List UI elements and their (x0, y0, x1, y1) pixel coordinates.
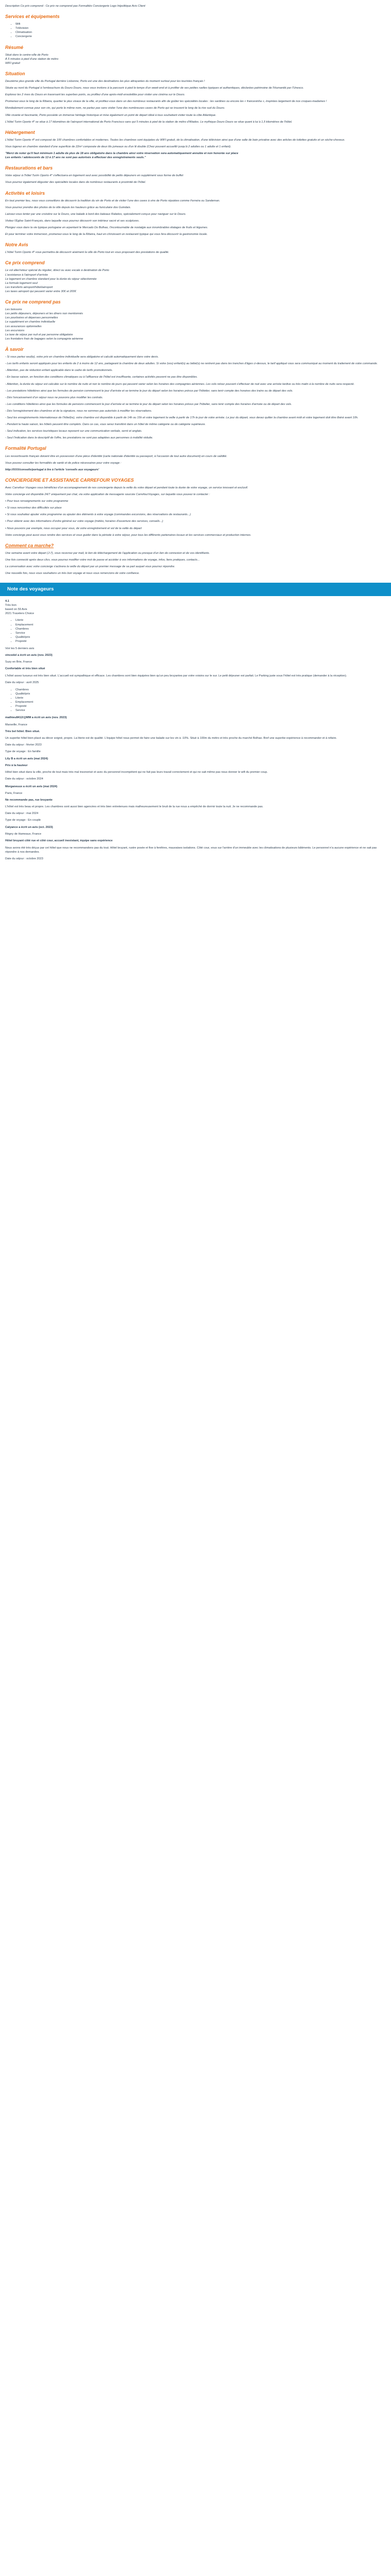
list-item: • Emplacement (15, 623, 386, 627)
conciergerie-paragraph: • Nous pouvons par exemple, nous occuper pour vous, de votre enregistrement et vol de la veille du départ (5, 527, 142, 530)
review-location: Paris, France (5, 791, 23, 795)
restauration-paragraph: Votre séjour à l'hôtel Turim Oporto 4* s'effectuera en logement seul avec possibilité de petits déjeuners en supplément sous forme de buffet (5, 174, 184, 178)
list-item: • Emplacement (15, 700, 386, 704)
review-author: mathieu8412/@MM a écrit un avis (nov. 2023) (5, 716, 67, 720)
review-text: Nous avons été très déçus par cet hôtel que nous ne recommandons pas du tout. Hôtel bruyant, rustre posée et fixe à fenêtres, mauvaises isolations. Côté cour, vous sur l'arrière d'un immeuble avec les climatisations de plusieurs bâtiments. Le personnel n'a aucune expérience et ne sait pas répondre à nos demandes. (5, 846, 377, 854)
list-item: La taxe de séjour par nuit et par personne obligatoire (5, 333, 73, 336)
reviews-source[interactable]: Voir les 5 derniers avis (5, 647, 35, 651)
conciergerie-paragraph: • Pour obtenir avec des informations d'ordre général sur votre voyage (météo, horaires d'ouverture des services, conseils...) (5, 520, 163, 523)
list-item: La formule logement seul (5, 281, 38, 285)
reviews-header: Note des voyageurs (0, 583, 391, 596)
list-item: • Service (15, 631, 386, 635)
list-item: Le vol aller/retour spécial du régulier, direct ou avec escale à destination de Porto (5, 269, 109, 273)
activites-paragraph: Laissez-vous tenter par une croisière sur le Douro, une balade à bord des bateaux Rabelos, spécialement conçus pour naviguer sur le Douro. (5, 212, 186, 216)
savoir-paragraph: - Attention, pas de réduction enfant applicable dans le cadre de tarifs promotionnels. (5, 369, 113, 372)
list-item: • Climatisation (15, 30, 386, 35)
review-location: Règny de Hameaux, France (5, 833, 41, 836)
savoir-paragraph: - Dès l'enregistrement des chambres et de la signature, nous ne sommes pas autorisés à modifier les réservations. (5, 409, 152, 413)
list-item: Les petits déjeuners, déjeuners et les diners non mentionnés (5, 312, 83, 316)
comment-heading: Comment ça marche? (5, 543, 54, 548)
activites-paragraph: Visitez l'Église Saint-François, dans laquelle vous pourrez découvrir son intérieur sacré et ses sculptures. (5, 219, 140, 223)
review-item (5, 653, 386, 685)
list-item: Les pourboires et dépenses personnelles (5, 316, 58, 320)
situation-paragraph: Explorez les 2 rives du Douro en traversant les superbes ponts, ou profitez d'une après-midi ensoleillée pour visiter une cinéma sur le Douro. (5, 93, 185, 97)
list-item: Les frontaliers frais de bagages selon la compagnie aérienne (5, 337, 84, 341)
services-list (5, 22, 386, 39)
situation-heading: Situation (5, 71, 25, 76)
activites-paragraph: Vous pourrez prendre des photos de la ville depuis les hauteurs grâce au funiculaire dos Guindais. (5, 206, 131, 209)
situation-paragraph: Deuxième plus grande ville du Portugal derrière Lisbonne, Porto est une des destinations les plus attrayantes du moment surtout pour les touristes français ! (5, 80, 205, 83)
list-item: • Literie (15, 696, 386, 700)
list-item: • Qualité/prix (15, 692, 386, 696)
hebergement-notice (5, 151, 386, 160)
page-content (0, 0, 391, 869)
situation-paragraph: Promenez-vous le long de la Ribeira, quartier le plus vivace de la ville, et profitez-vous dans un des nombreux restaurants afin de goûter les spécialités locales : les sardines ou encore les « francesinha », inspirées largement de nos croques-madames ! (5, 100, 327, 104)
review-type: Type de voyage : En couple (5, 819, 41, 822)
conciergerie-paragraph: Avec Carrefour Voyages vous bénéficiez d'un accompagnement de nos conciergerie depuis la veille du votre départ et pendant toute la durée de votre voyage, un service innovant et exclusif. (5, 486, 248, 489)
prix-comprend-list (5, 268, 386, 294)
notre-avis-paragraph: L'hôtel Turim Oporto 4* vous permettra de découvrir aisément la ville de Porto tout en vous proposant des prestations de qualité. (5, 251, 169, 255)
review-author: Calyance a écrit un avis (oct. 2023) (5, 826, 53, 829)
review-date: Date du séjour : avril 2025 (5, 681, 39, 684)
activites-paragraph: Et pour terminer votre immersion, promenez-vous le long de la Ribeira, haut en chiroissant un restaurant typique qui vous fera découvrir la gastronomie locale. (5, 233, 208, 236)
savoir-paragraph: - Seul indication, les services touristiques locaux reposent sur une communication verbale, serré et anglais. (5, 430, 142, 433)
review-text: Un superbe hôtel bien placé au décor soigné, propre. La literie est de qualité. L'équipe hôtel nous permet de faire une balade sur les vin à -10%. Situé à 100m du métro et très proche du marché Bolhao. Bref une superbe expérience à recommander et à refaire. (5, 736, 337, 740)
review-author: Lily B a écrit un avis (mai 2024) (5, 757, 48, 761)
comment-paragraph: Une semaine avant votre départ (J-7), vous recevrez par mail, le lien de téléchargement de l'application ou presque d'un lien de connexion et de vos identifiants. (5, 551, 210, 555)
reviews-criteria-list-2 (5, 688, 386, 713)
savoir-paragraph: - Les prestations hôtelières ainsi que les formules de pension commencent le jour d'arrivée et se termine le jour du départ selon les horaires prévus par l'hôtelier, sans tenir compte des horaires des trains ou de départ des vols. (5, 389, 294, 393)
savoir-paragraph: - Les tarifs enfants seront appliqués pour les enfants de 2 à moins de 12 ans, partageant la chambre de deux adultes. Si votre (vos) enfant(s) au bébé(s) ne rentrent pas dans les tranches d'âges ci-dessus, le tarif appliqué vous sera communiqué au moment du traitement de votre commande. (5, 362, 378, 366)
list-item: • Chambres (15, 688, 386, 692)
list-item: Les assurances optionnelles (5, 325, 42, 328)
formalite-paragraph: Vous pouvez consulter les formalités de santé et de police nécessaires pour votre voyage : (5, 461, 121, 465)
list-item: • Chambres (15, 627, 386, 631)
situation-paragraph: Mondialement connue pour son vin, qui porte le même nom, ne partez pas sans visiter l'une des nombreuses caves de Porto qui se trouvent le long de la rive sud du Douro. (5, 107, 225, 110)
formalite-paragraph: Les ressortissants français doivent être en possession d'une pièce d'identité (carte nationale d'identité ou passeport, à l'occasion de tout autre document) en cours de validité. (5, 454, 227, 458)
review-type: Type de voyage : En famille (5, 750, 41, 753)
list-item: Les transferts aéroport/hôtel/aéroport (5, 285, 53, 289)
prix-pas-heading: Ce prix ne comprend pas (5, 299, 61, 305)
savoir-paragraph: - Attention, la durée du séjour est calculée sur le nombre de nuits et non le nombre de jours qui peuvent varier selon les horaires des compagnies aériennes. Les vols retour pouvant s'effectuer de nuit avec une arrivée tardive ou très matin à la nombre de nuits sera respecté. (5, 382, 355, 386)
savoir-paragraph: - Si vous partez seul(e), votre prix en chambre individuelle sera obligatoire et calculé automatiquement dans votre devis. (5, 355, 159, 359)
list-item: Les boissons (5, 308, 22, 312)
services-heading: Services et équipements (5, 14, 60, 20)
notre-avis-heading: Notre Avis (5, 242, 28, 248)
savoir-paragraph: - En basse saison, en fonction des conditions climatiques ou à l'affluence de l'hôtel est insuffisante, certaines activités peuvent ne pas être disponibles. (5, 376, 198, 379)
restauration-paragraph: Vous pourrez également déguster des spécialités locales dans de nombreux restaurants à proximité de l'hôtel. (5, 181, 146, 184)
conciergerie-paragraph: Votre concierge est disponible 24/7 uniquement par chat, via votre application de messagerie sourcée CarrefourVoyages, sur laquelle vous pouvez le contacter : (5, 493, 210, 497)
hebergement-paragraph: Vous logerez en chambre standard d'une superficie de 22m² composée de deux lits jumeaux ou d'un lit double (Chez pouvant accueillir jusqu'à 2 adultes ou 1 adulte et 1 enfant). (5, 145, 232, 148)
review-item (5, 757, 386, 781)
resume-heading: Résumé (5, 44, 24, 50)
review-text: Hôtel bien situé dans la ville, proche de tout mais très mal insonorisé et avec du personnel incompétent qui ne fait pas leurs travail correctement et qui ne sait même pas nous donner le wifi du premier coup. (5, 771, 268, 774)
review-date: Date du séjour : octobre 2023 (5, 857, 43, 860)
reviews-score: 4.1 (5, 600, 9, 603)
list-item: Les excursions (5, 329, 25, 332)
review-location: Marseille, France (5, 723, 27, 726)
review-location: Suzy en Brie, France (5, 660, 32, 664)
review-author: vincedel a écrit un avis (nov. 2023) (5, 654, 53, 657)
list-item: • Qualité/prix (15, 635, 386, 639)
reviews-score-label: Très bon (5, 604, 17, 607)
hebergement-paragraph: L'hôtel Turim Oporto 4* est composé de 100 chambres confortables et modernes. Toutes les chambres sont équipées du WIFI gratuit, de la climatisation, d'une télévision ainsi que d'une salle de bain privative avec des articles de toilettes gratuits et un sèche-cheveux. (5, 138, 345, 142)
list-item: Le logement en chambre standard pour la durée du séjour sélectionnée (5, 277, 97, 281)
resume-line-2: À 5 minutes à pied d'une station de métro (5, 57, 59, 61)
formalite-link[interactable]: http://XXX/conseils/portugal à lire à l'article 'conseils aux voyageurs' (5, 468, 100, 471)
list-item: • Propreté (15, 639, 386, 643)
conciergerie-paragraph: • Pour tous renseignements sur votre programme (5, 500, 69, 503)
review-title: Très bel hôtel. Bien situé. (5, 730, 40, 733)
savoir-paragraph: - Seul les enregistrements internationaux de l'hôtel(re), votre chambre est disponible à partir de 14h ou 15h et votre logement la veille à partir de 17h le jour de votre arrivée. Le jour du départ, vous devez quitter la chambre avant midi et votre logement doit être libéré avant 10h. (5, 416, 359, 420)
comment-paragraph: Une nouvelle fois, nous vous souhaitons un très bon voyage et nous vous remercions de votre confiance. (5, 572, 140, 575)
list-item: • Wifi (15, 22, 386, 26)
review-item (5, 716, 386, 754)
comment-paragraph: La conversation avec votre concierge s'activera la veille du départ par un premier message de sa part auquel vous pourrez répondre. (5, 565, 175, 569)
savoir-paragraph: - Seul l'indication dans le descriptif de l'offre, les prestations ne sont pas adaptées aux personnes à mobilité réduite. (5, 436, 153, 440)
review-date: Date du séjour : mai 2024 (5, 811, 39, 815)
situation-paragraph: Située au nord du Portugal à l'embouchure du Douro Douro, nous vous invitons à la parcourir à pied le temps d'un week-end et à profiter de ses petites ruelles typiques et authentiques, déclarées patrimoine de l'Humanité par l'Unesco. (5, 87, 304, 90)
review-title: Ne recommande pas, rue bruyante (5, 798, 53, 802)
savoir-paragraph: - Dès l'encaissement d'un séjour nous ne pouvons plus modifier les contrats. (5, 396, 103, 399)
conciergerie-paragraph: • Si vous souhaitez ajouter votre programme ou ajouter des éléments à votre voyage (commandes excursions, des réservations de restaurants...) (5, 513, 191, 517)
restauration-heading: Restaurations et bars (5, 165, 53, 171)
formalite-heading: Formalité Portugal (5, 446, 46, 451)
review-title: Hôtel bruyant côté rue et côté cour, accueil inexistant, équipe sans expérience (5, 839, 113, 843)
hebergement-heading: Hébergement (5, 129, 35, 135)
list-item: • Conciergerie (15, 35, 386, 39)
savoir-paragraph: - Pendant la haute saison, les hôtels peuvent être complets. Dans ce cas, vous serez transféré dans un hôtel de même catégorie ou de catégorie supérieure. (5, 423, 206, 427)
hebergement-notice-2: Les enfants / adolescents de 13 à 17 ans ne sont pas autorisés à effectuer des enregistrements seuls." (5, 156, 146, 160)
activites-paragraph: En tout premier lieu, nous vous conseillons de découvrir la tradition du vin de Porto et de visiter l'une des caves à vins de Porto réputées comme Ferreira ou Sandeman. (5, 199, 220, 202)
review-item (5, 785, 386, 823)
resume-line-1: Situé dans le centre-ville de Porto (5, 53, 48, 57)
list-item: Le supplément en chambre individuelle (5, 320, 56, 324)
list-item: • Service (15, 708, 386, 713)
review-item (5, 825, 386, 861)
list-item: • Propreté (15, 704, 386, 708)
list-item: • Télévision (15, 26, 386, 30)
resume-line (5, 53, 386, 65)
list-item: Les taxes aéroport qui peuvent varier entre 30€ et 200€ (5, 290, 76, 293)
conciergerie-heading: CONCIERGERIE ET ASSISTANCE CARREFOUR VOYAGES (5, 477, 134, 483)
review-author: Morganeuux a écrit un avis (mai 2024) (5, 785, 58, 788)
list-item: L'assistance à l'aéroport d'arrivée (5, 273, 48, 277)
review-text: L'hôtel assez luxueux est très bien situé. L'accueil est sympathique et efficace. Les chambres sont bien équipées bien qu'un peu bruyantes par votre voisins sur le sur. Le petit déjeuner est parfait. Le Parking juste sous l'hôtel est très pratique (demander à la réception). (5, 674, 347, 677)
review-text: L'hôtel est très beau et propre. Les chambres sont aussi bien agencées et très bien entretenues mais malheureusement le bruit de la rue nous a empêché de dormir toute la nuit. Je ne recommande pas. (5, 805, 264, 808)
savoir-paragraph: - Les conditions hôtelières ainsi que les formules de pensions commencent le jour d'arrivée et se termine le jour du départ selon les horaires prévus par l'hôtelier, sans tenir compte des horaires d'arrivée ou de départ des vols. (5, 402, 292, 406)
reviews-summary (5, 599, 386, 616)
reviews-count: based on 59 Avis (5, 608, 27, 612)
situation-paragraph: Ville vivante et fascinante, Porto possède un immense héritage historique et mise également un point de départ idéal à tous souhaitant visiter toute la côte Atlantique. (5, 113, 217, 117)
hebergement-notice-1: "Merci de noter qu'il faut minimum 1 adulte de plus de 18 ans obligatoire dans la chambre ainsi votre réservation sera automatiquement annulée et non honorée sur place (5, 152, 238, 156)
conciergerie-paragraph: • Si vous rencontrez des difficultés sur place (5, 506, 62, 510)
review-title: Confortable et très bien situé (5, 667, 45, 671)
list-item: • Literie (15, 618, 386, 622)
reviews-criteria-list (5, 618, 386, 643)
savoir-heading: À savoir (5, 347, 24, 352)
conciergerie-paragraph: Votre concierge peut aussi vous rendre des services et vous guider dans la période à votre séjour, pour tous les différents partenaires locaux et les services commerciaux et production internes. (5, 533, 252, 537)
activites-heading: Activités et loisirs (5, 190, 45, 196)
activites-paragraph: Plongez vous dans la vie typique portugaise en arpentant le Mercado Do Bolhao, l'incontournable de nostalgie aux innombrables étalages de fruits et légumes. (5, 226, 208, 230)
situation-paragraph: L'hôtel Turim Oporto 4* se situe à 17 kilomètres de l'aéroport international de Porto Francisco sans qui 5 minutes à pied de la station de métro d'Aliados. Le mythique Douro Douro se situe quant à lui à 1,5 kilomètres de l'hôtel. (5, 120, 292, 124)
prix-comprend-heading: Ce prix comprend (5, 260, 45, 266)
page-intro: Description Ce prix comprend : Ce prix ne comprend pas Formalités Conciergerie Logo Inlpolitique Avis Client (5, 5, 145, 8)
prix-pas-list (5, 308, 386, 341)
comment-paragraph: Une fois connecté après deux clics, vous pourrez modifier votre mot de passe et accéder à vos informations de voyage, infos, liens pratiques, contacts... (5, 558, 200, 562)
review-date: Date du séjour : février 2023 (5, 743, 42, 747)
review-date: Date du séjour : octobre 2024 (5, 777, 43, 781)
review-title: Prix à la hauteur (5, 764, 28, 768)
reviews-award: 2021 Travelers Choice (5, 612, 34, 616)
resume-line-3: WIFI gratuit (5, 61, 20, 65)
